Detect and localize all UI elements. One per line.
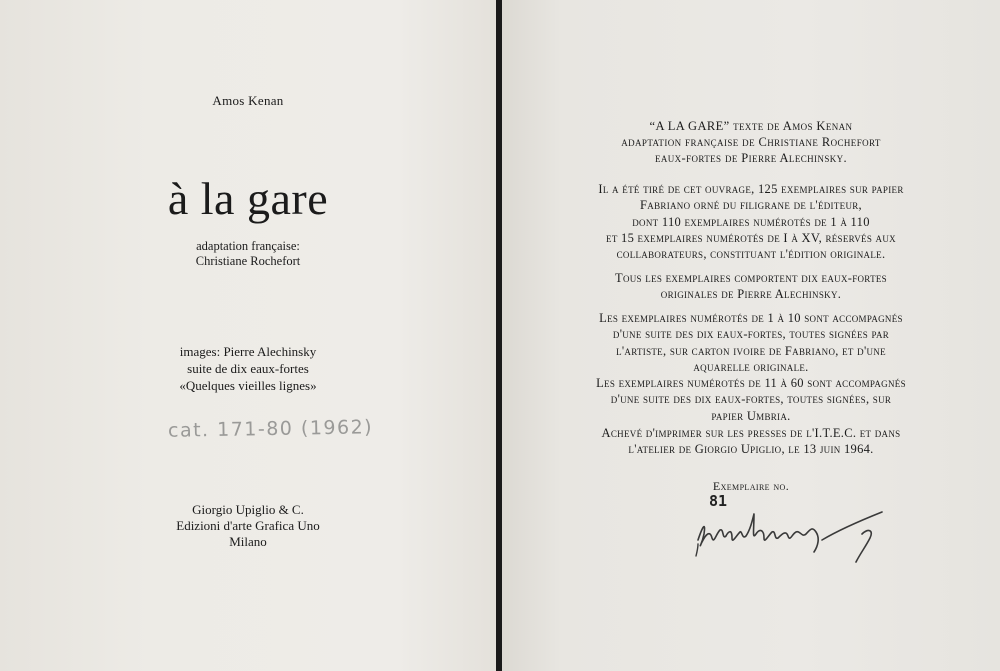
images-line: «Quelques vieilles lignes» — [179, 378, 317, 393]
pencil-annotation: cat. 171-80 (1962) — [167, 416, 374, 442]
paragraph-line: papier Umbria. — [711, 408, 791, 423]
paragraph-line: et 15 exemplaires numérotés de I à XV, réservés aux — [606, 230, 896, 245]
publisher-imprint — [0, 502, 496, 550]
paragraph-line: Achevé d'imprimer sur les presses de l'I.T.E.C. et dans — [601, 426, 901, 440]
paragraph-line: l'atelier de Giorgio Upiglio, le 13 juin 1964. — [628, 442, 874, 457]
header-line: “A LA GARE” texte de Amos Kenan — [649, 119, 853, 133]
paragraph-line: Les exemplaires numérotés de 1 à 10 sont accompagnés — [599, 311, 903, 325]
adaptation-line: adaptation française: — [196, 239, 300, 253]
paragraph-line: d'une suite des dix eaux-fortes, toutes signées, sur — [610, 392, 892, 407]
adaptation-credit — [0, 239, 496, 269]
images-credit — [0, 343, 496, 394]
paragraph-tous — [502, 270, 1000, 303]
images-line: images: Pierre Alechinsky — [179, 344, 317, 359]
header-line: adaptation française de Christiane Rochefort — [621, 135, 881, 149]
book-title: à la gare — [167, 173, 329, 224]
paragraph-line: Il a été tiré de cet ouvrage, 125 exemplaires sur papier — [598, 182, 904, 196]
paragraph-line: dont 110 exemplaires numérotés de 1 à 110 — [632, 214, 870, 229]
paragraph-line: Tous les exemplaires comportent dix eaux-fortes — [615, 271, 887, 285]
artist-signature — [692, 500, 922, 570]
header-line: eaux-fortes de Pierre Alechinsky. — [654, 151, 848, 165]
paragraph-11-60 — [502, 375, 1000, 424]
paragraph-line: Fabriano orné du filigrane de l'éditeur, — [640, 198, 862, 213]
paragraph-line: originales de Pierre Alechinsky. — [660, 287, 842, 302]
title-page — [0, 0, 496, 671]
colophon-page — [502, 0, 1000, 671]
paragraph-line: Les exemplaires numérotés de 11 à 60 sont accompagnés — [596, 376, 906, 390]
paragraph-1-10 — [502, 310, 1000, 375]
adaptation-line: Christiane Rochefort — [195, 254, 301, 268]
images-line: suite de dix eaux-fortes — [187, 361, 309, 376]
paragraph-line: l'artiste, sur carton ivoire de Fabriano, et d'une — [616, 343, 886, 358]
paragraph-line: aquarelle originale. — [693, 359, 809, 374]
paragraph-line: d'une suite des dix eaux-fortes, toutes signées par — [612, 327, 890, 342]
paragraph-acheve — [502, 425, 1000, 458]
publisher-line: Edizioni d'arte Grafica Uno — [176, 518, 320, 533]
publisher-line: Giorgio Upiglio & C. — [192, 502, 304, 517]
paragraph-tirage — [502, 181, 1000, 262]
publisher-line: Milano — [229, 534, 267, 549]
exemplaire-number: 81 — [709, 492, 728, 510]
colophon-header — [502, 118, 1000, 166]
author-name: Amos Kenan — [212, 93, 284, 108]
paragraph-line: collaborateurs, constituant l'édition originale. — [616, 247, 886, 262]
exemplaire-label: Exemplaire no. — [712, 479, 790, 493]
